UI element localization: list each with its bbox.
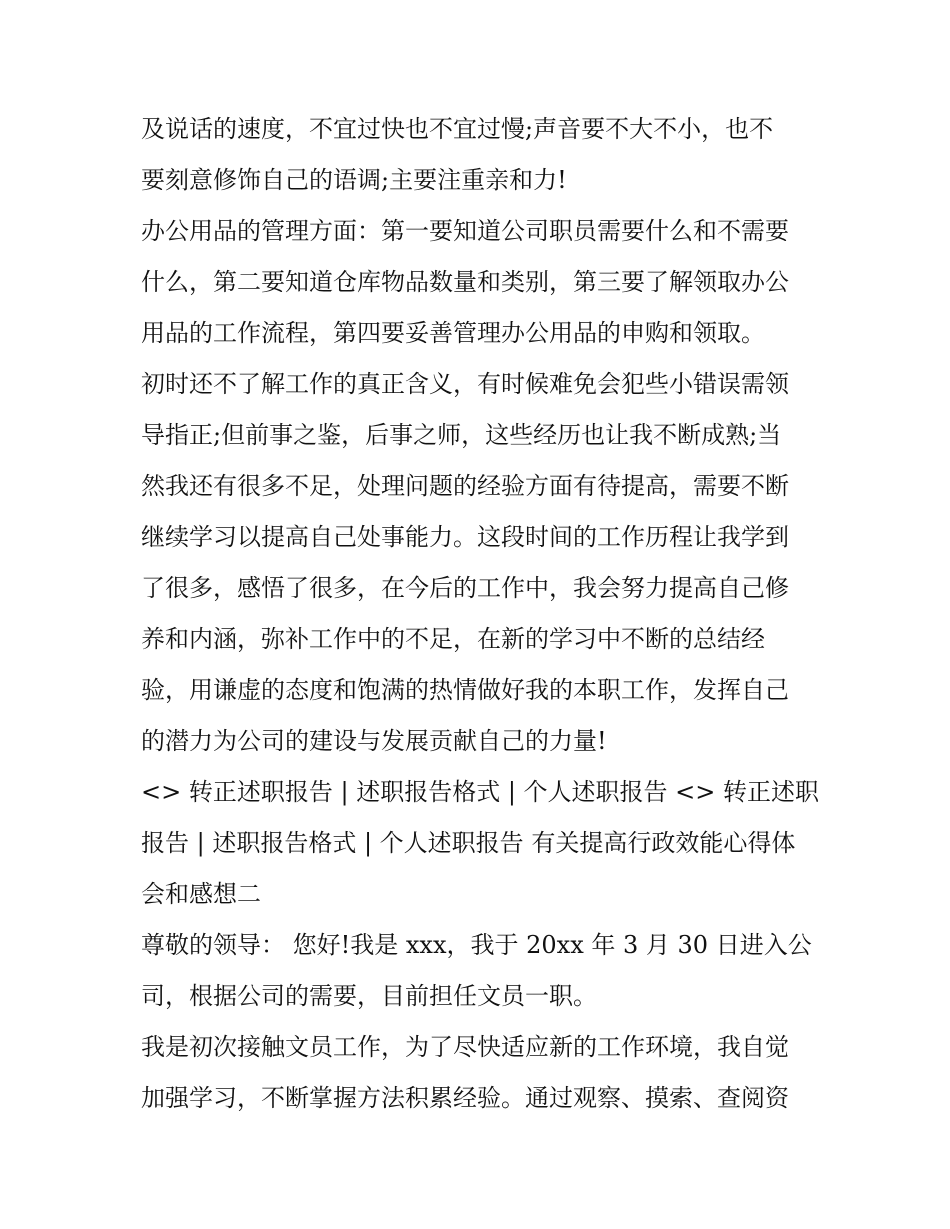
- document-body: [141, 104, 820, 1124]
- text-line: 要刻意修饰自己的语调;主要注重亲和力!: [141, 166, 567, 194]
- text-line: 办公用品的管理方面：第一要知道公司职员需要什么和不需要: [141, 217, 789, 245]
- text-line: 司，根据公司的需要，目前担任文员一职。: [141, 982, 597, 1010]
- text-line: 养和内涵，弥补工作中的不足，在新的学习中不断的总结经: [141, 625, 765, 653]
- text-line: 导指正;但前事之鉴，后事之师，这些经历也让我不断成熟;当: [141, 421, 782, 449]
- text-line: 的潜力为公司的建设与发展贡献自己的力量!: [141, 727, 607, 755]
- text-line: 会和感想二: [141, 880, 261, 908]
- text-line: 加强学习，不断掌握方法积累经验。通过观察、摸索、查阅资: [141, 1084, 789, 1112]
- text-line: 什么，第二要知道仓库物品数量和类别，第三要了解领取办公: [141, 268, 789, 296]
- text-line: 报告 | 述职报告格式 | 个人述职报告 有关提高行政效能心得体: [141, 829, 796, 857]
- text-line: 验，用谦虚的态度和饱满的热情做好我的本职工作，发挥自己: [141, 676, 789, 704]
- text-line: 及说话的速度，不宜过快也不宜过慢;声音要不大不小，也不: [141, 115, 774, 143]
- text-line: 初时还不了解工作的真正含义，有时候难免会犯些小错误需领: [141, 370, 789, 398]
- text-line: 继续学习以提高自己处事能力。这段时间的工作历程让我学到: [141, 523, 789, 551]
- text-line: 我是初次接触文员工作，为了尽快适应新的工作环境，我自觉: [141, 1033, 789, 1061]
- text-line: <> 转正述职报告 | 述职报告格式 | 个人述职报告 <> 转正述职: [141, 778, 820, 806]
- text-line: 了很多，感悟了很多，在今后的工作中，我会努力提高自己修: [141, 574, 789, 602]
- text-line: 用品的工作流程，第四要妥善管理办公用品的申购和领取。: [141, 319, 765, 347]
- text-line: 然我还有很多不足，处理问题的经验方面有待提高，需要不断: [141, 472, 789, 500]
- text-line: 尊敬的领导： 您好!我是 xxx，我于 20xx 年 3 月 30 日进入公: [141, 931, 812, 959]
